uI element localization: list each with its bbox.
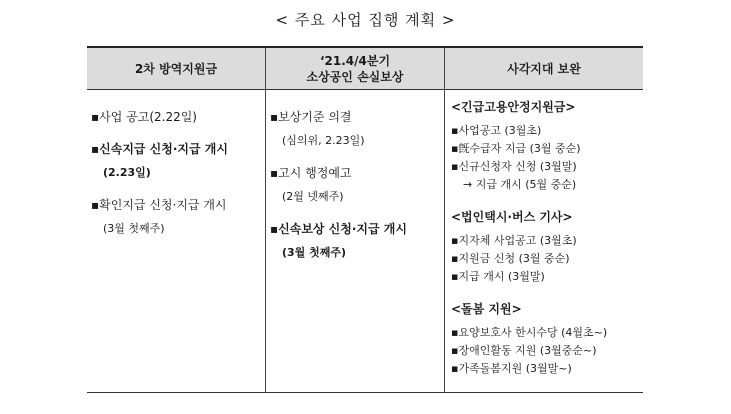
- list-item: ▪신속보상 신청·지급 개시: [270, 222, 407, 236]
- list-item-detail: → 지급 개시 (5월 중순): [463, 178, 577, 191]
- list-item: ▪보상기준 의결: [270, 110, 352, 124]
- header-cell-loss-compensation: [266, 48, 444, 89]
- list-item: ▪요양보호사 한시수당 (4월초~): [451, 326, 608, 339]
- list-item-detail: (심의위, 2.23일): [282, 134, 365, 147]
- header-cell-quarantine-fund: [87, 48, 265, 89]
- list-item: ▪사업공고 (3월초): [451, 124, 542, 137]
- plan-table: [87, 46, 643, 394]
- list-item: ▪신속지급 신청·지급 개시: [91, 142, 228, 156]
- list-item: ▪지원금 신청 (3월 중순): [451, 252, 570, 265]
- page-title: < 주요 사업 집행 계획 >: [275, 11, 456, 29]
- header-cell-blind-spot: [445, 48, 643, 89]
- column-divider: [444, 48, 445, 393]
- list-item: ▪신규신청자 신청 (3월말): [451, 160, 577, 173]
- list-item: ▪가족돌봄지원 (3월말~): [451, 362, 572, 375]
- list-item: ▪旣수급자 지급 (3월 중순): [451, 142, 581, 155]
- list-item: ▪고시 행정예고: [270, 166, 352, 180]
- list-item-detail: (3월 첫째주): [103, 222, 165, 235]
- list-item-detail: (2.23일): [103, 166, 151, 179]
- column-divider: [265, 48, 266, 393]
- list-item: ▪장애인활동 지원 (3월중순~): [451, 344, 597, 357]
- list-item-detail: (2월 넷째주): [282, 190, 344, 203]
- header-label-line1: ‘21.4/4분기: [319, 53, 391, 68]
- list-item: ▪지자체 사업공고 (3월초): [451, 234, 577, 247]
- header-label-line2: 소상공인 손실보상: [306, 69, 404, 84]
- group-title: <법인택시·버스 기사>: [451, 210, 573, 224]
- header-divider: [87, 89, 643, 90]
- list-item-detail: (3월 첫째주): [282, 246, 347, 259]
- header-label: 2차 방역지원금: [134, 61, 218, 76]
- table-bottom-border: [87, 392, 643, 393]
- list-item: ▪확인지급 신청·지급 개시: [91, 198, 227, 212]
- group-title: <돌봄 지원>: [451, 302, 522, 316]
- list-item: ▪사업 공고(2.22일): [91, 110, 197, 124]
- header-label: 사각지대 보완: [507, 61, 581, 76]
- list-item: ▪지급 개시 (3월말): [451, 270, 545, 283]
- group-title: <긴급고용안정지원금>: [451, 100, 576, 114]
